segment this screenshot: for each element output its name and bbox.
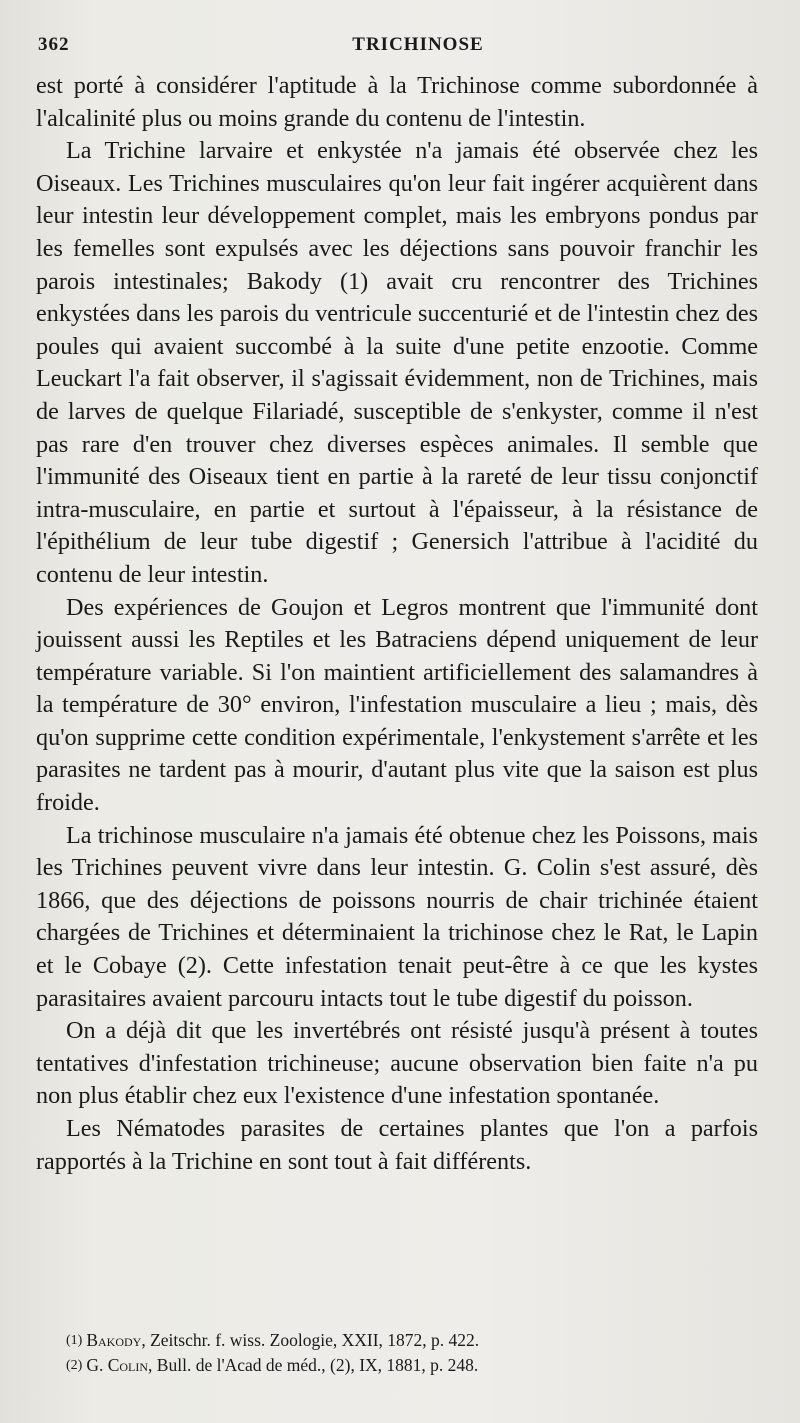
footnote-mark: (2) (66, 1358, 83, 1373)
running-head (38, 34, 768, 58)
page-number: 362 (38, 34, 70, 55)
footnote-author: Bakody (86, 1330, 142, 1350)
paragraph: Les Nématodes parasites de certaines plantes que l'on a parfois rapportés à la Trichine en sont tout à fait différents. (36, 1115, 758, 1175)
paragraph: Des expériences de Goujon et Legros montrent que l'immunité dont jouissent aussi les Reptiles et les Batraciens dépend uniquement de leur température variable. Si l'on maintient artificiellement des salamandres à la température de 30° environ, l'infestation musculaire a lieu ; mais, dès qu'on supprime cette condition expérimentale, l'enkystement s'arrête et les parasites ne tardent pas à mourir, d'autant plus vite que la saison est plus froide. (36, 593, 758, 817)
footnote (66, 1353, 766, 1378)
paragraph: On a déjà dit que les invertébrés ont résisté jusqu'à présent à toutes tentatives d'infestation trichineuse; aucune observation bien faite n'a pu non plus établir chez eux l'existence d'une infestation spontanée. (36, 1017, 758, 1110)
footnote (66, 1328, 766, 1353)
paragraph: La trichinose musculaire n'a jamais été obtenue chez les Poissons, mais les Trichines peuvent vivre dans leur intestin. G. Colin s'est assuré, dès 1866, que des déjections de poissons nourris de chair trichinée étaient chargées de Trichines et déterminaient la trichinose chez le Rat, le Lapin et le Cobaye (2). Cette infestation tenait peut-être à ce que les kystes parasitaires avaient parcouru intacts tout le tube digestif du poisson. (36, 821, 758, 1012)
paragraph: est porté à considérer l'aptitude à la Trichinose comme subordonnée à l'alcalinité plus ou moins grande du contenu de l'intestin. (36, 72, 758, 132)
footnote-mark: (1) (66, 1333, 83, 1348)
body-text (36, 70, 758, 1178)
footnote-author: G. Colin (86, 1355, 149, 1375)
paragraph: La Trichine larvaire et enkystée n'a jamais été observée chez les Oiseaux. Les Trichines musculaires qu'on leur fait ingérer acquièrent dans leur intestin leur développement complet, mais les embryons pondus par les femelles sont expulsés avec les déjections sans pouvoir franchir les parois intestinales; Bakody (1) avait cru rencontrer des Trichines enkystées dans les parois du ventricule succenturié et de l'intestin chez des poules qui avaient succombé à la suite d'une petite enzootie. Comme Leuckart l'a fait observer, il s'agissait évidemment, non de Trichines, mais de larves de quelque Filariadé, susceptible de s'enkyster, comme il n'est pas rare d'en trouver chez diverses espèces animales. Il semble que l'immunité des Oiseaux tient en partie à la rareté de leur tissu conjonctif intra-musculaire, en partie et surtout à l'épaisseur, à la résistance de l'épithélium de leur tube digestif ; Genersich l'attribue à l'acidité du contenu de leur intestin. (36, 137, 758, 588)
chapter-title: TRICHINOSE (352, 34, 484, 55)
footnotes (66, 1328, 766, 1378)
footnote-text: , Bull. de l'Acad de méd., (2), IX, 1881, p. 248. (148, 1355, 479, 1375)
footnote-text: , Zeitschr. f. wiss. Zoologie, XXII, 1872, p. 422. (141, 1330, 480, 1350)
